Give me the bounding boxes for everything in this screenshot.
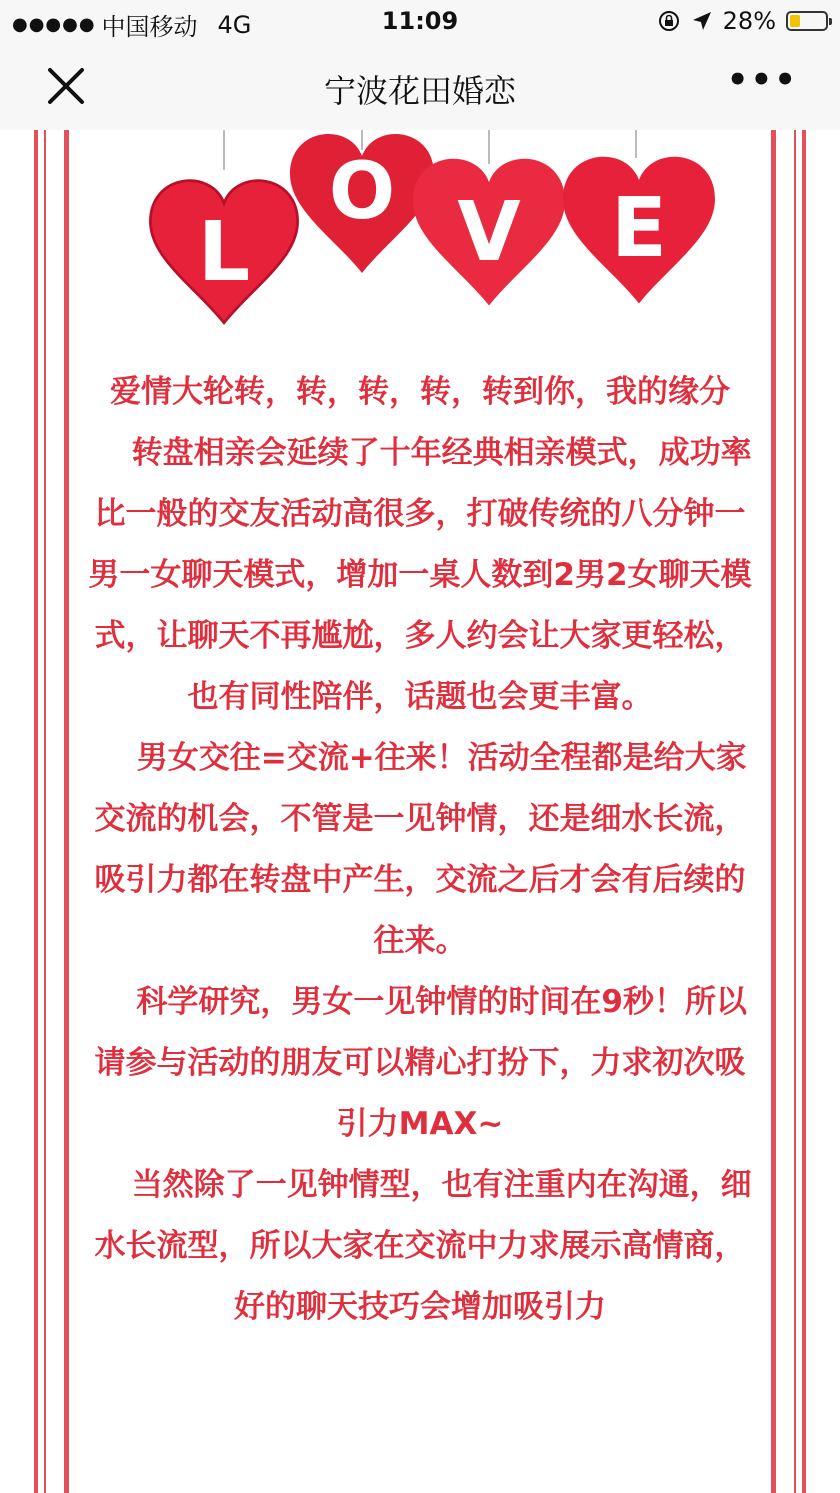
article-paragraph: 当然除了一见钟情型，也有注重内在沟通，细水长流型，所以大家在交流中力求展示高情商，好的聊天技巧会增加吸引力: [94, 1167, 752, 1325]
frame-border-right-inner: [771, 130, 776, 1493]
article-text: [80, 362, 760, 1338]
more-options-button[interactable]: •••: [726, 60, 798, 100]
frame-border-right-outer: [802, 130, 806, 1493]
love-hearts-banner: [84, 130, 756, 345]
article-headline: 爱情大轮转，转，转，转，转到你，我的缘分: [110, 374, 730, 410]
frame-border-left-mid: [44, 130, 46, 1493]
rotation-lock-icon: [657, 9, 681, 33]
love-letter-o: O: [328, 147, 396, 237]
article-content: [80, 130, 760, 1493]
frame-border-left-inner: [64, 130, 69, 1493]
battery-icon: [786, 11, 828, 31]
carrier-name: 中国移动: [101, 13, 198, 41]
clock: 11:09: [381, 7, 459, 35]
frame-border-left-outer: [34, 130, 38, 1493]
frame-border-right-mid: [794, 130, 796, 1493]
location-arrow-icon: [691, 10, 713, 32]
navigation-bar: [0, 44, 840, 130]
article-paragraph: 转盘相亲会延续了十年经典相亲模式，成功率比一般的交友活动高很多，打破传统的八分钟一男一女聊天模式，增加一桌人数到2男2女聊天模式，让聊天不再尴尬，多人约会让大家更轻松，也有同性陪伴，话题也会更丰富。: [88, 435, 752, 715]
status-bar: [0, 0, 840, 44]
love-letter-v: V: [457, 185, 521, 280]
page-title: 宁波花田婚恋: [323, 72, 516, 110]
love-letter-l: L: [197, 205, 251, 300]
network-type: 4G: [217, 10, 252, 39]
signal-strength-icon: ●●●●●: [12, 14, 96, 35]
article-paragraph: 科学研究，男女一见钟情的时间在9秒！所以请参与活动的朋友可以精心打扮下，力求初次吸引力MAX~: [94, 984, 747, 1142]
love-letter-e: E: [610, 181, 668, 276]
article-paragraph: 男女交往=交流+往来！活动全程都是给大家交流的机会，不管是一见钟情，还是细水长流，吸引力都在转盘中产生，交流之后才会有后续的往来。: [94, 740, 747, 959]
battery-level-fill: [790, 15, 800, 27]
battery-percent: 28%: [722, 7, 776, 35]
